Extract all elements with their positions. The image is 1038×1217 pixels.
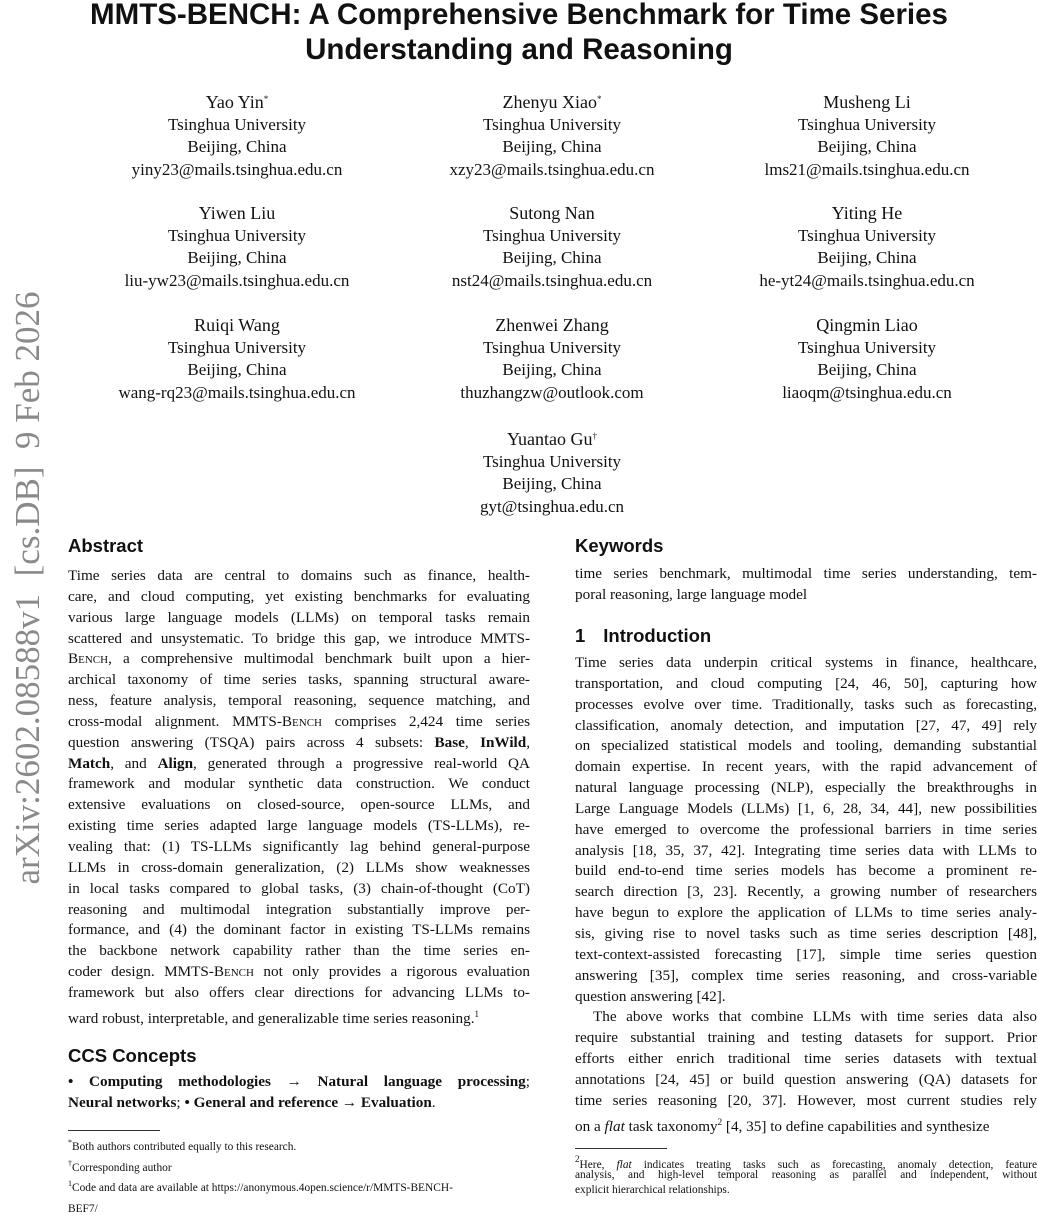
styled-text-run: Bench [282, 713, 322, 730]
author-block [72, 88, 402, 182]
author-block [702, 199, 1032, 293]
author-name [72, 311, 402, 337]
text-line [575, 1049, 1037, 1070]
author-email[interactable]: wang-rq23@mails.tsinghua.edu.cn [72, 382, 402, 405]
text-run: answering [35], complex time series reasoning, and cross-variable [575, 967, 1037, 984]
author-location: Beijing, China [72, 247, 402, 270]
text-run: existing time series adapted large language models (TS-LLMs), re- [68, 817, 530, 834]
author-name [387, 88, 717, 114]
text-line [575, 987, 1037, 1008]
text-line [575, 903, 1037, 924]
text-line [575, 1007, 1037, 1028]
author-email[interactable]: nst24@mails.tsinghua.edu.cn [387, 270, 717, 293]
text-line [68, 941, 530, 962]
text-run: explicit hierarchical relationships. [575, 1184, 730, 1196]
author-block [72, 311, 402, 405]
styled-text-run: Bench [68, 650, 108, 667]
text-line [575, 778, 1037, 799]
text-run: framework and modular synthetic data construction. We conduct [68, 775, 530, 792]
introduction-body [575, 653, 1037, 1132]
author-name [702, 199, 1032, 225]
text-run: Here, [580, 1159, 617, 1171]
keywords-body [575, 564, 1037, 606]
text-run: , a comprehensive multimodal benchmark built upon a hier- [108, 650, 530, 667]
author-affiliation: Tsinghua University [387, 337, 717, 360]
text-run: , [465, 734, 480, 751]
text-run: LLMs in cross-domain generalization, (2) LLMs show weaknesses [68, 859, 530, 876]
text-run: poral reasoning, large language model [575, 586, 807, 603]
text-run: [4, 35] to define capabilities and synthesize [722, 1118, 989, 1135]
section-number: 1 [575, 625, 585, 646]
author-name [387, 311, 717, 337]
text-run: cross-modal alignment. MMTS- [68, 713, 282, 730]
text-line [575, 924, 1037, 945]
author-affiliation: Tsinghua University [72, 114, 402, 137]
text-run: the backbone network capability rather than the time series en- [68, 942, 530, 959]
styled-text-run: flat [616, 1159, 631, 1171]
title-line: MMTS-BENCH: A Comprehensive Benchmark for Time Series [0, 0, 1038, 32]
author-email[interactable]: thuzhangzw@outlook.com [387, 382, 717, 405]
text-run: question answering (TSQA) pairs across 4 subsets: [68, 734, 435, 751]
author-name [387, 425, 717, 451]
author-name-text: Yao Yin [206, 92, 264, 112]
author-name-text: Musheng Li [823, 92, 911, 112]
styled-text-run: Align [158, 755, 193, 772]
author-block [702, 311, 1032, 405]
author-affiliation: Tsinghua University [72, 225, 402, 248]
text-run: transportation, and cloud computing [24, 46, 50], capturing how [575, 675, 1037, 692]
text-line [68, 629, 530, 650]
text-run: efforts either enrich traditional time series datasets with textual [575, 1050, 1037, 1067]
text-run: task taxonomy [625, 1118, 718, 1135]
text-run: time series reasoning [20, 37]. However, most current studies rely [575, 1092, 1037, 1109]
text-line [575, 1152, 1037, 1168]
author-name-text: Qingmin Liao [816, 315, 918, 335]
text-run: scattered and unsystematic. To bridge this gap, we introduce MMTS- [68, 630, 530, 647]
text-run: ; [526, 1073, 530, 1090]
text-run: . [432, 1094, 436, 1111]
text-run: coder design. MMTS- [68, 963, 214, 980]
author-name-text: Yiting He [832, 203, 903, 223]
author-email[interactable]: liu-yw23@mails.tsinghua.edu.cn [72, 270, 402, 293]
footnote-rule [575, 1148, 667, 1149]
text-run: build end-to-end time series models has become a prominent re- [575, 862, 1037, 879]
text-run: framework but also offers clear directions for advancing LLMs to- [68, 984, 530, 1001]
author-name [702, 311, 1032, 337]
text-line [68, 900, 530, 921]
styled-text-run: flat [605, 1118, 625, 1135]
text-run: , generated through a progressive real-world QA [193, 755, 530, 772]
author-email[interactable]: lms21@mails.tsinghua.edu.cn [702, 159, 1032, 182]
text-run: have begun to explore the application of LLMs to time series analy- [575, 904, 1037, 921]
text-line [575, 820, 1037, 841]
text-line [68, 774, 530, 795]
text-line [68, 1004, 530, 1025]
text-run: comprises 2,424 time series [322, 713, 530, 730]
text-run: , [526, 734, 530, 751]
text-line [68, 566, 530, 587]
styled-text-run: InWild [480, 734, 526, 751]
text-line [68, 879, 530, 900]
author-location: Beijing, China [387, 136, 717, 159]
text-run: text-context-assisted forecasting [17], simple time series question [575, 946, 1037, 963]
styled-text-run: Neural networks [68, 1094, 176, 1111]
text-line [575, 1168, 1037, 1184]
author-block [387, 199, 717, 293]
author-affiliation: Tsinghua University [702, 114, 1032, 137]
text-line [68, 816, 530, 837]
text-run: indicates treating tasks such as forecasting, anomaly detection, feature [632, 1159, 1037, 1171]
author-block [387, 88, 717, 182]
author-block [387, 311, 717, 405]
text-line [575, 736, 1037, 757]
text-run: analysis [18, 35, 37, 42]. Integrating time series data with LLMs to [575, 842, 1037, 859]
footnote-marker: 1 [475, 1009, 480, 1019]
abstract-body [68, 566, 530, 1025]
text-run: extensive evaluations on closed-source, open-source LLMs, and [68, 796, 530, 813]
author-block [72, 199, 402, 293]
author-name-text: Yuantao Gu [507, 429, 592, 449]
text-line [575, 757, 1037, 778]
text-run: not only provides a rigorous evaluation [254, 963, 530, 980]
text-line [575, 564, 1037, 585]
author-name [72, 88, 402, 114]
author-location: Beijing, China [702, 247, 1032, 270]
author-location: Beijing, China [387, 247, 717, 270]
styled-text-run: • General and reference → Evaluation [184, 1094, 431, 1111]
author-affiliation: Tsinghua University [72, 337, 402, 360]
author-location: Beijing, China [387, 473, 717, 496]
styled-text-run: • Computing methodologies → Natural language processing [68, 1073, 526, 1090]
footnote-text: Code and data are available at https://anonymous.4open.science/r/MMTS-BENCH- [72, 1182, 453, 1194]
text-run: reasoning and multimodal integration substantially improve per- [68, 901, 530, 918]
author-mark: * [264, 94, 269, 104]
text-run: care, and cloud computing, yet existing benchmarks for evaluating [68, 588, 530, 605]
text-run: Time series data underpin critical systems in finance, healthcare, [575, 654, 1037, 671]
footnote-marker: 2 [575, 1154, 580, 1164]
text-line [68, 691, 530, 712]
text-line [68, 754, 530, 775]
text-run: various large language models (LLMs) on temporal tasks remain [68, 609, 530, 626]
text-line [68, 858, 530, 879]
styled-text-run: Base [435, 734, 465, 751]
text-line [68, 608, 530, 629]
footnote-marker: * [68, 1138, 72, 1147]
footnote [68, 1176, 530, 1197]
text-run: vealing that: (1) TS-LLMs significantly lag behind general-purpose [68, 838, 530, 855]
text-run: on a [575, 1118, 605, 1135]
author-mark: † [592, 431, 597, 441]
text-line [575, 1112, 1037, 1133]
title-line: Understanding and Reasoning [0, 32, 1038, 67]
footnotes-right [575, 1152, 1037, 1199]
author-name [702, 88, 1032, 114]
keywords-heading: Keywords [575, 535, 663, 557]
text-line [68, 1072, 530, 1093]
text-line [575, 1091, 1037, 1112]
introduction-heading [575, 625, 711, 647]
author-affiliation: Tsinghua University [387, 451, 717, 474]
text-line [575, 945, 1037, 966]
footnote-marker: † [68, 1159, 72, 1168]
text-run: , and [110, 755, 157, 772]
text-run: sis, giving rise to novel tasks such as time series description [48], [575, 925, 1037, 942]
text-run: question answering [42]. [575, 988, 726, 1005]
author-email[interactable]: gyt@tsinghua.edu.cn [387, 496, 717, 519]
paper-title [0, 0, 1038, 67]
text-run: archical taxonomy of time series tasks, spanning structural aware- [68, 671, 530, 688]
text-run: processes evolve over time. Traditionally, tasks such as forecasting, [575, 696, 1037, 713]
text-run: natural language processing (NLP), especially the breakthroughs in [575, 779, 1037, 796]
text-line [575, 653, 1037, 674]
text-run: formance, and (4) the dominant factor in existing TS-LLMs remains [68, 921, 530, 938]
text-line [68, 649, 530, 670]
author-name-text: Sutong Nan [509, 203, 595, 223]
arxiv-stamp: arXiv:2602.08588v1 [cs.DB] 9 Feb 2026 [8, 268, 48, 908]
author-location: Beijing, China [72, 359, 402, 382]
text-line [575, 841, 1037, 862]
footnote-text: Corresponding author [72, 1162, 172, 1174]
author-email[interactable]: xzy23@mails.tsinghua.edu.cn [387, 159, 717, 182]
footnote-text: Both authors contributed equally to this research. [72, 1141, 296, 1153]
author-name-text: Ruiqi Wang [194, 315, 280, 335]
text-run: on specialized statistical models and tooling, demanding substantial [575, 737, 1037, 754]
text-run: have emerged to overcome the professional barriers in time series [575, 821, 1037, 838]
section-title: Introduction [603, 625, 711, 646]
author-name-text: Zhenwei Zhang [495, 315, 608, 335]
text-run: ; [176, 1094, 184, 1111]
ccs-heading: CCS Concepts [68, 1045, 197, 1067]
author-block [702, 88, 1032, 182]
author-block [387, 425, 717, 519]
footnotes-left [68, 1135, 530, 1217]
text-line [68, 712, 530, 733]
text-run: classification, anomaly detection, and imputation [27, 47, 49] rely [575, 717, 1037, 734]
text-line [575, 716, 1037, 737]
text-line [68, 670, 530, 691]
footnote-rule [68, 1130, 160, 1131]
author-name [387, 199, 717, 225]
text-line [68, 983, 530, 1004]
text-run: ward robust, interpretable, and generalizable time series reasoning. [68, 1010, 475, 1027]
footnote-text: BEF7/ [68, 1203, 98, 1215]
text-run: annotations [24, 45] or build question answering (QA) datasets for [575, 1071, 1037, 1088]
author-mark: * [597, 94, 602, 104]
author-location: Beijing, China [72, 136, 402, 159]
footnote [68, 1135, 530, 1156]
author-affiliation: Tsinghua University [387, 114, 717, 137]
text-run: Large Language Models (LLMs) [1, 6, 28, 34, 44], new possibilities [575, 800, 1037, 817]
text-line [575, 585, 1037, 606]
abstract-heading: Abstract [68, 535, 143, 557]
author-name-text: Zhenyu Xiao [503, 92, 597, 112]
text-line [68, 795, 530, 816]
text-line [575, 1070, 1037, 1091]
author-email[interactable]: liaoqm@tsinghua.edu.cn [702, 382, 1032, 405]
text-line [575, 861, 1037, 882]
author-location: Beijing, China [702, 359, 1032, 382]
footnote [68, 1156, 530, 1177]
text-line [575, 966, 1037, 987]
text-line [68, 733, 530, 754]
text-line [575, 1183, 1037, 1199]
text-run: domain expertise. In recent years, with the rapid advancement of [575, 758, 1037, 775]
author-name-text: Yiwen Liu [199, 203, 276, 223]
text-line [575, 695, 1037, 716]
text-line [68, 1093, 530, 1114]
text-line [575, 1028, 1037, 1049]
text-line [68, 962, 530, 983]
text-line [575, 674, 1037, 695]
author-affiliation: Tsinghua University [702, 225, 1032, 248]
footnote-marker: 1 [68, 1179, 72, 1188]
styled-text-run: Match [68, 755, 110, 772]
text-run: ness, feature analysis, temporal reasoning, sequence matching, and [68, 692, 530, 709]
text-run: analysis, and high-level temporal reasoning as parallel and independent, without [575, 1169, 1037, 1181]
text-run: The above works that combine LLMs with time series data also [593, 1008, 1037, 1025]
text-line [575, 882, 1037, 903]
text-line [575, 799, 1037, 820]
text-run: require substantial training and testing datasets for support. Prior [575, 1029, 1037, 1046]
author-affiliation: Tsinghua University [702, 337, 1032, 360]
author-email[interactable]: yiny23@mails.tsinghua.edu.cn [72, 159, 402, 182]
footnote-marker: 2 [718, 1117, 723, 1127]
author-affiliation: Tsinghua University [387, 225, 717, 248]
text-run: in local tasks compared to global tasks, (3) chain-of-thought (CoT) [68, 880, 530, 897]
text-line [68, 587, 530, 608]
text-line [68, 920, 530, 941]
text-run: search direction [3, 23]. Recently, a growing number of researchers [575, 883, 1037, 900]
author-location: Beijing, China [387, 359, 717, 382]
author-name [72, 199, 402, 225]
text-run: Time series data are central to domains such as finance, health- [68, 567, 530, 584]
author-email[interactable]: he-yt24@mails.tsinghua.edu.cn [702, 270, 1032, 293]
text-line [68, 837, 530, 858]
author-location: Beijing, China [702, 136, 1032, 159]
ccs-concepts [68, 1072, 530, 1114]
styled-text-run: Bench [214, 963, 254, 980]
text-run: time series benchmark, multimodal time series understanding, tem- [575, 565, 1037, 582]
